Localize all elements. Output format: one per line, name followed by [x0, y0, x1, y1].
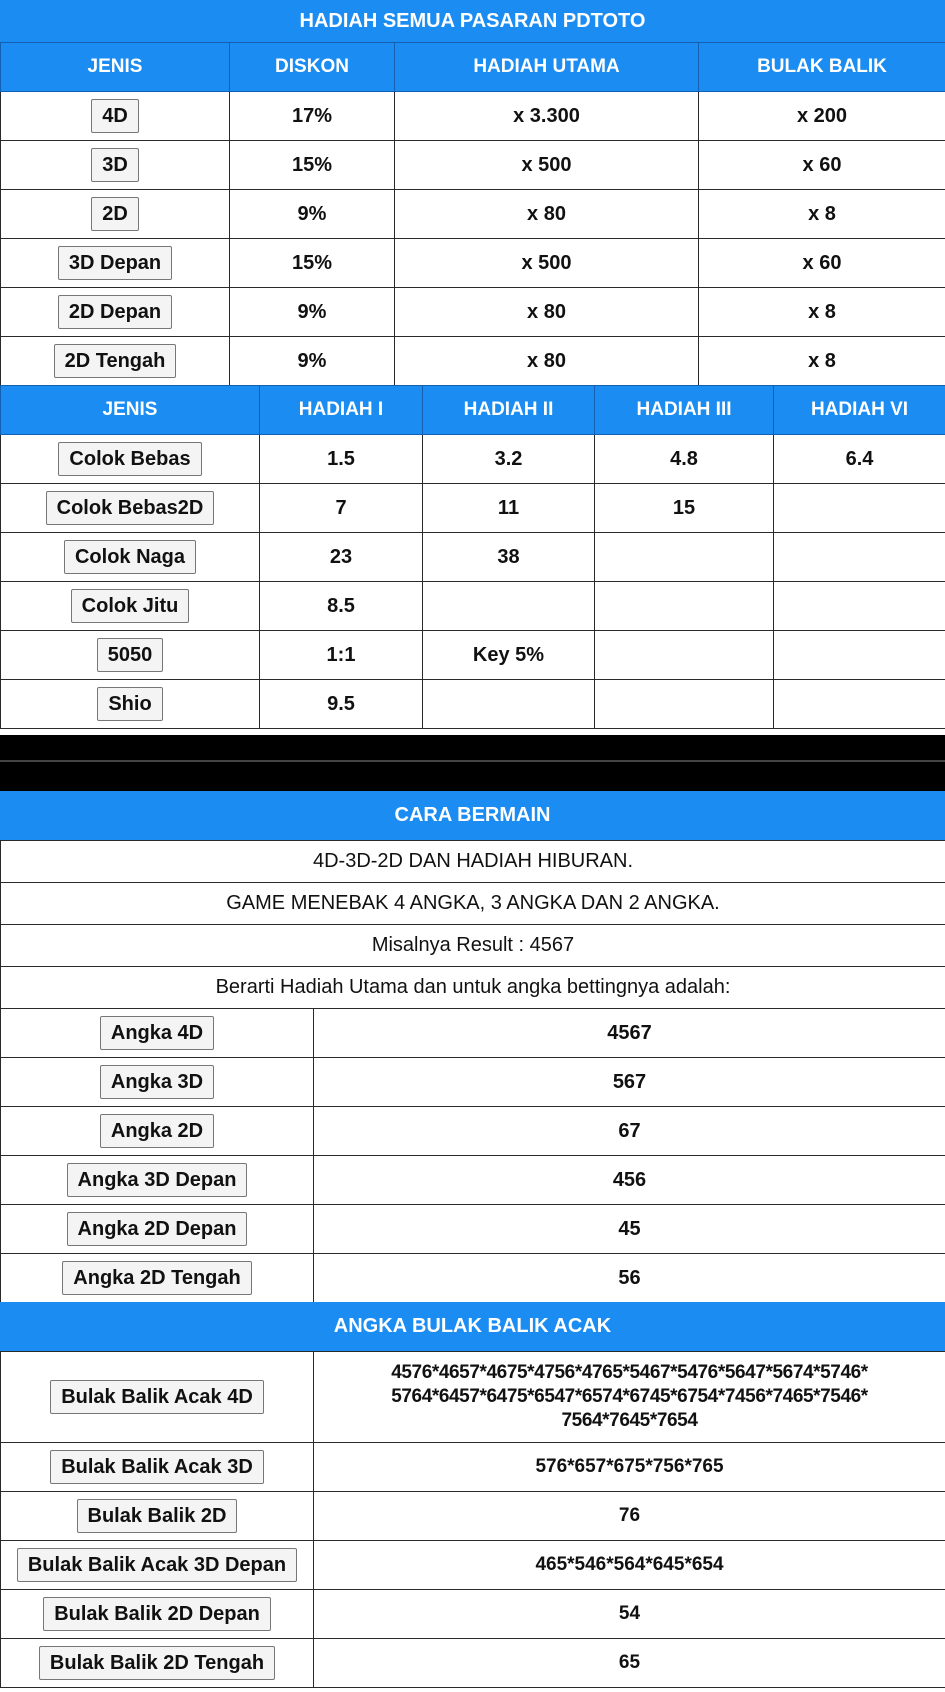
- table-row: [1, 92, 945, 141]
- prize-1-cell: 1.5: [260, 435, 423, 484]
- page-title-text: HADIAH SEMUA PASARAN PDTOTO: [299, 9, 646, 32]
- game-type-label: 3D: [91, 148, 139, 182]
- table-row: [1, 1443, 945, 1492]
- main-prize-cell: x 80: [395, 190, 699, 239]
- table-row: [1, 1205, 945, 1254]
- bulak-balik-title: [0, 1302, 945, 1351]
- prize-table-colok: [0, 385, 945, 729]
- bulak-balik-cell: x 8: [699, 337, 945, 386]
- bet-number-cell: 45: [314, 1205, 945, 1254]
- header-hadiah-2: HADIAH II: [423, 386, 595, 435]
- prize-2-cell: [423, 582, 595, 631]
- prize-4-cell: [774, 582, 945, 631]
- prize-1-cell: 7: [260, 484, 423, 533]
- main-prize-cell: x 500: [395, 239, 699, 288]
- header-bulak-balik: BULAK BALIK: [699, 43, 945, 92]
- bulak-balik-cell: x 8: [699, 190, 945, 239]
- prize-2-cell: 11: [423, 484, 595, 533]
- discount-cell: 9%: [230, 288, 395, 337]
- main-prize-cell: x 80: [395, 337, 699, 386]
- bulak-number-cell: 65: [314, 1639, 945, 1688]
- game-type-label: 2D Depan: [58, 295, 172, 329]
- discount-cell: 9%: [230, 190, 395, 239]
- divider-line: [0, 760, 945, 762]
- header-hadiah-4: HADIAH VI: [774, 386, 945, 435]
- bulak-number-cell: 576*657*675*756*765: [314, 1443, 945, 1492]
- prize-3-cell: 4.8: [595, 435, 774, 484]
- table-row: [1, 1492, 945, 1541]
- table-row: [1, 288, 945, 337]
- prize-3-cell: [595, 680, 774, 729]
- game-type-label: Colok Naga: [64, 540, 196, 574]
- bet-type-label: Angka 2D Tengah: [62, 1261, 251, 1295]
- bulak-type-label: Bulak Balik 2D Depan: [43, 1597, 271, 1631]
- prize-3-cell: 15: [595, 484, 774, 533]
- table-row: [1, 1009, 945, 1058]
- bet-number-cell: 456: [314, 1156, 945, 1205]
- main-prize-cell: x 500: [395, 141, 699, 190]
- cara-bermain-info: [0, 840, 945, 1009]
- discount-cell: 15%: [230, 141, 395, 190]
- prize-2-cell: Key 5%: [423, 631, 595, 680]
- bulak-number-cell: 465*546*564*645*654: [314, 1541, 945, 1590]
- discount-cell: 9%: [230, 337, 395, 386]
- discount-cell: 17%: [230, 92, 395, 141]
- table-row: [1, 631, 945, 680]
- prize-table-main: [0, 42, 945, 386]
- table-row: [1, 190, 945, 239]
- bulak-balik-cell: x 200: [699, 92, 945, 141]
- bet-type-label: Angka 3D: [100, 1065, 214, 1099]
- prize-table-colok-header: [1, 386, 945, 435]
- prize-4-cell: [774, 680, 945, 729]
- main-prize-cell: x 3.300: [395, 92, 699, 141]
- table-row: [1, 680, 945, 729]
- bulak-type-label: Bulak Balik Acak 3D: [50, 1450, 264, 1484]
- prize-2-cell: 3.2: [423, 435, 595, 484]
- table-row: [1, 1590, 945, 1639]
- table-row: [1, 533, 945, 582]
- prize-3-cell: [595, 631, 774, 680]
- header-jenis: JENIS: [1, 43, 230, 92]
- bet-type-label: Angka 3D Depan: [67, 1163, 248, 1197]
- bet-type-label: Angka 2D: [100, 1114, 214, 1148]
- header-hadiah-3: HADIAH III: [595, 386, 774, 435]
- bulak-balik-title-text: ANGKA BULAK BALIK ACAK: [333, 1315, 612, 1337]
- table-row: [1, 1352, 945, 1443]
- bet-number-cell: 56: [314, 1254, 945, 1303]
- info-line: GAME MENEBAK 4 ANGKA, 3 ANGKA DAN 2 ANGKA.: [1, 883, 945, 925]
- header-hadiah-1: HADIAH I: [260, 386, 423, 435]
- bulak-balik-cell: x 60: [699, 141, 945, 190]
- bulak-type-label: Bulak Balik 2D: [77, 1499, 238, 1533]
- game-type-label: 2D Tengah: [54, 344, 177, 378]
- prize-1-cell: 23: [260, 533, 423, 582]
- info-line: Misalnya Result : 4567: [1, 925, 945, 967]
- prize-4-cell: [774, 631, 945, 680]
- prize-2-cell: [423, 680, 595, 729]
- prize-4-cell: 6.4: [774, 435, 945, 484]
- angka-table: [0, 1008, 945, 1303]
- page-title: [0, 0, 945, 42]
- cara-bermain-title-text: CARA BERMAIN: [394, 804, 551, 826]
- game-type-label: Colok Jitu: [71, 589, 190, 623]
- table-row: [1, 337, 945, 386]
- info-line: 4D-3D-2D DAN HADIAH HIBURAN.: [1, 841, 945, 883]
- prize-3-cell: [595, 533, 774, 582]
- bulak-type-label: Bulak Balik Acak 3D Depan: [17, 1548, 297, 1582]
- table-row: [1, 435, 945, 484]
- bulak-number-cell: 76: [314, 1492, 945, 1541]
- prize-1-cell: 1:1: [260, 631, 423, 680]
- game-type-label: 2D: [91, 197, 139, 231]
- bet-number-cell: 567: [314, 1058, 945, 1107]
- main-prize-cell: x 80: [395, 288, 699, 337]
- cara-bermain-title: [0, 791, 945, 840]
- header-hadiah-utama: HADIAH UTAMA: [395, 43, 699, 92]
- prize-1-cell: 8.5: [260, 582, 423, 631]
- game-type-label: Colok Bebas: [58, 442, 201, 476]
- bulak-balik-cell: x 60: [699, 239, 945, 288]
- table-row: [1, 1058, 945, 1107]
- discount-cell: 15%: [230, 239, 395, 288]
- prize-1-cell: 9.5: [260, 680, 423, 729]
- table-row: [1, 1541, 945, 1590]
- game-type-label: Colok Bebas2D: [46, 491, 215, 525]
- bet-type-label: Angka 2D Depan: [67, 1212, 248, 1246]
- bulak-balik-cell: x 8: [699, 288, 945, 337]
- table-row: [1, 239, 945, 288]
- header-jenis: JENIS: [1, 386, 260, 435]
- table-row: [1, 1156, 945, 1205]
- bet-type-label: Angka 4D: [100, 1016, 214, 1050]
- prize-3-cell: [595, 582, 774, 631]
- prize-table-main-header: [1, 43, 945, 92]
- prize-2-cell: 38: [423, 533, 595, 582]
- table-row: [1, 1254, 945, 1303]
- game-type-label: 3D Depan: [58, 246, 172, 280]
- prize-4-cell: [774, 533, 945, 582]
- table-row: [1, 582, 945, 631]
- game-type-label: 5050: [97, 638, 164, 672]
- table-row: [1, 1107, 945, 1156]
- bulak-balik-table: [0, 1351, 945, 1688]
- bet-number-cell: 67: [314, 1107, 945, 1156]
- bulak-type-label: Bulak Balik 2D Tengah: [39, 1646, 275, 1680]
- header-diskon: DISKON: [230, 43, 395, 92]
- game-type-label: Shio: [97, 687, 162, 721]
- table-row: [1, 484, 945, 533]
- section-divider: [0, 735, 945, 791]
- bulak-number-cell: 4576*4657*4675*4756*4765*5467*5476*5647*5674*5746* 5764*6457*6475*6547*6574*6745*6754*7456*7465*7546* 7564*7645*7654: [314, 1352, 945, 1443]
- table-row: [1, 141, 945, 190]
- bulak-type-label: Bulak Balik Acak 4D: [50, 1380, 264, 1414]
- prize-4-cell: [774, 484, 945, 533]
- bulak-number-cell: 54: [314, 1590, 945, 1639]
- game-type-label: 4D: [91, 99, 139, 133]
- table-row: [1, 1639, 945, 1688]
- bet-number-cell: 4567: [314, 1009, 945, 1058]
- info-line: Berarti Hadiah Utama dan untuk angka bettingnya adalah:: [1, 967, 945, 1009]
